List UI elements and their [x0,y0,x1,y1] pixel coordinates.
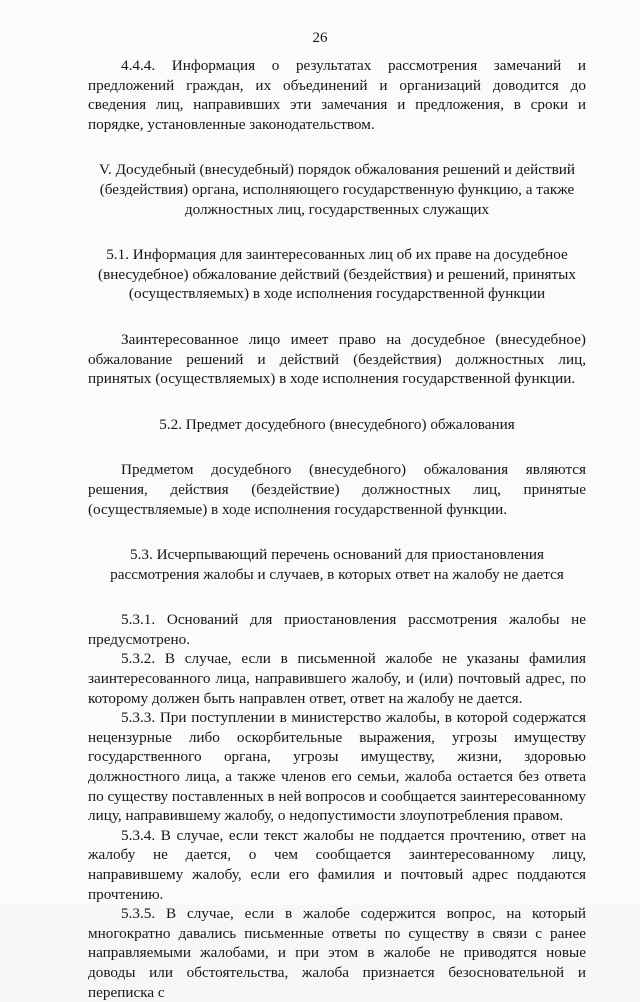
page-number: 26 [312,30,328,46]
subsection-5-1-title: 5.1. Информация для заинтересованных лиц об их праве на досудебное (внесудебное) обжалование действий (бездействия) и решений, принятых (осуществляемых) в ходе исполнения государственной функции [98,246,576,303]
paragraph-5-1: Заинтересованное лицо имеет право на досудебное (внесудебное) обжалование решений и действий (бездействия) должностных лиц, принятых (осуществляемых) в ходе исполнения государственной функции. [88,330,586,388]
paragraph-5-3-3: 5.3.3. При поступлении в министерство жалобы, в которой содержатся нецензурные либо оскорбительные выражения, угрозы имуществу государственного органа, угрозы имуществу, жизни, здоровью должностного лица, а также членов его семьи, жалоба остается без ответа по существу поставленных в ней вопросов и сообщается заинтересованному лицу, направившему жалобу, о недопустимости злоупотребления правом. [88,709,586,825]
paragraph-5-2: Предметом досудебного (внесудебного) обжалования являются решения, действия (бездействие) должностных лиц, принятые (осуществляемые) в ходе исполнения государственной функции. [88,461,586,518]
paragraph-5-3-5: 5.3.5. В случае, если в жалобе содержится вопрос, на который многократно давались письменные ответы по существу в связи с ранее направляемыми жалобами, и при этом в жалобе не приводятся новые доводы или обстоятельства, жалоба признается безосновательной и переписка с [88,905,586,1001]
page-content [88,56,586,1002]
paragraph-5-3-2: 5.3.2. В случае, если в письменной жалобе не указаны фамилия заинтересованного лица, направившего жалобу, и (или) почтовый адрес, по которому должен быть направлен ответ, ответ на жалобу не дается. [88,650,586,707]
paragraph-5-3-1: 5.3.1. Оснований для приостановления рассмотрения жалобы не предусмотрено. [88,611,586,648]
subsection-5-3-title: 5.3. Исчерпывающий перечень оснований для приостановления рассмотрения жалобы и случаев, в которых ответ на жалобу не дается [110,546,564,583]
paragraph-4-4-4: 4.4.4. Информация о результатах рассмотрения замечаний и предложений граждан, их объединений и организаций доводится до сведения лиц, направивших эти замечания и предложения, в сроки и порядке, установленные законодательством. [88,57,586,133]
paragraph-5-3-4: 5.3.4. В случае, если текст жалобы не поддается прочтению, ответ на жалобу не дается, о чем сообщается заинтересованному лицу, направившему жалобу, если его фамилия и почтовый адрес поддаются прочтению. [88,826,586,903]
subsection-5-2-title: 5.2. Предмет досудебного (внесудебного) обжалования [159,415,515,433]
section-v-title: V. Досудебный (внесудебный) порядок обжалования решений и действий (бездействия) органа, исполняющего государственную функцию, а также должностных лиц, государственных служащих [98,161,576,218]
